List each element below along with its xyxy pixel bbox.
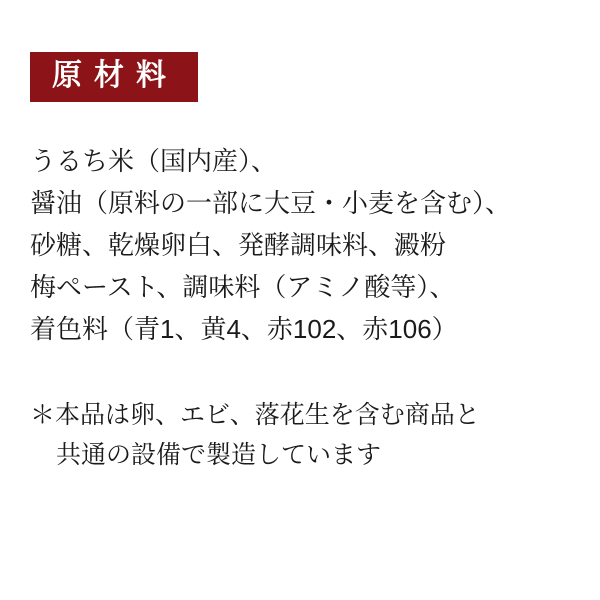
allergen-notice-line: 共通の設備で製造しています	[56, 441, 382, 470]
allergen-notice-line: ＊本品は卵、エビ、落花生を含む商品と	[30, 400, 480, 429]
ingredient-line: 梅ペースト、調味料（アミノ酸等）、	[30, 272, 456, 303]
ingredient-line: 醤油（原料の一部に大豆・小麦を含む）、	[30, 188, 512, 219]
page-title: 原材料	[30, 52, 198, 102]
ingredient-line: 着色料（青1、黄4、赤102、赤106）	[30, 314, 458, 345]
ingredients-list	[30, 140, 570, 351]
ingredient-line: うるち米（国内産）、	[30, 146, 278, 176]
ingredient-line: 砂糖、乾燥卵白、発酵調味料、澱粉	[30, 230, 447, 261]
allergen-notice	[30, 395, 570, 476]
